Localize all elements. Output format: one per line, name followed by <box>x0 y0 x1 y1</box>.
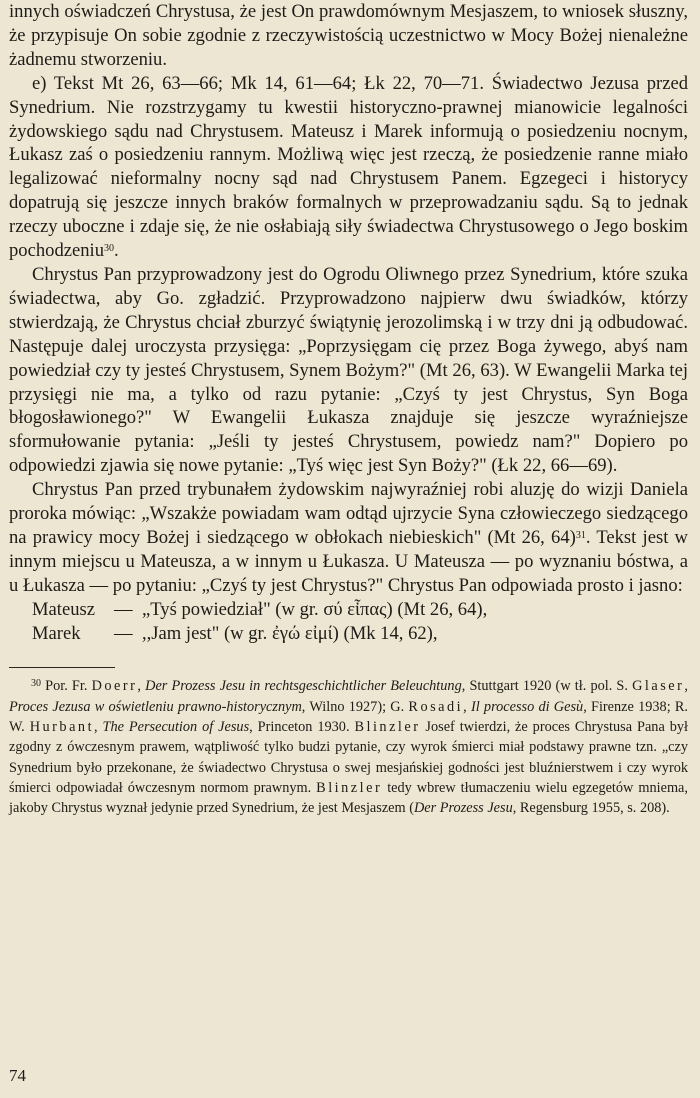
footnote-number: 30 <box>31 678 41 690</box>
footnote-text: , Regensburg 1955, s. 208). <box>512 800 670 817</box>
footnote-author: Hurbant <box>29 719 95 736</box>
footnote-title: Der Prozess Jesu in rechtsgeschichtlicher Beleuchtung <box>145 678 462 695</box>
footnote-ref-30[interactable]: 30 <box>104 243 115 255</box>
paragraph-daniel-vision <box>9 478 688 598</box>
quote-source: Mateusz <box>32 598 95 620</box>
footnote-ref-31[interactable]: 31 <box>575 529 586 541</box>
footnote-text: tedy wbrew tłumaczeniu wielu egzegetów mniema, jakoby Chrystus wyznał jedynie przed Synedrium, że jest Mesjaszem ( <box>9 779 688 817</box>
quote-text: „Tyś powiedział" (w gr. σύ εἶπας) (Mt 26, 64), <box>142 598 488 620</box>
footnote-text: , Firenze 1938; R. W. <box>9 698 689 736</box>
footnote-title: Il processo di Gesù <box>470 698 584 715</box>
paragraph-continuation: innych oświadczeń Chrystusa, że jest On prawdomównym Mesjaszem, to wniosek słuszny, że przypisuje On sobie zgodnie z rzeczywistością uczestnictwo w Mocy Bożej nienależne żadnemu stworzeniu. <box>9 1 688 70</box>
footnote-author: Glaser <box>632 678 685 695</box>
footnote-text: , <box>94 719 103 736</box>
paragraph-text: Chrystus Pan przed trybunałem żydowskim najwyraźniej robi aluzję do wizji Daniela proroka mówiąc: „Wszakże powiadam wam odtąd ujrzycie Syna człowieczego siedzącego na prawicy mocy Bożej i siedzącego w obłokach niebieskich" (Mt 26, 64) <box>9 479 688 548</box>
footnote-author: Doerr <box>91 678 138 695</box>
quote-text: ,,Jam jest" (w gr. ἐγώ εἰμί) (Mk 14, 62), <box>142 622 438 644</box>
footnote-text: Josef twierdzi, że proces Chrystusa Pana był zgodny z ówczesnym prawem, wątpliwość tylko budzi pytanie, czy wyrok śmierci miał podstawy prawne tzn. „czy Synedrium było przekonane, że świadectwo Chrystusa o swej mesjańskiej godności jest bluźnierstwem i czy wyrok śmierci odpowiadał ówczesnym normom prawnym. <box>9 719 688 796</box>
paragraph-synedrium: Chrystus Pan przyprowadzony jest do Ogrodu Oliwnego przez Synedrium, które szuka świadectwa, aby Go. zgładzić. Przyprowadzono najpierw dwu świadków, którzy stwierdzają, że Chrystus chciał zburzyć świątynię jerozolimską i w trzy dni ją odbudować. Następuje dalej uroczysta przysięga: „Poprzysięgam cię przez Boga żywego, abyś nam powiedział czy ty jesteś Chrystusem, Synem Bożym?" (Mt 26, 63). W Ewangelii Marka tej przysięgi nie ma, a tylko od razu pytanie: „Czyś ty jest Chrystus, Syn Boga błogosławionego?" W Ewangelii Łukasza znajduje się jeszcze wyraźniejsze sformułowanie pytania: „Jeśli ty jesteś Chrystusem, powiedz nam?" Dopiero po odpowiedzi zjawia się nowe pytanie: „Tyś więc jest Syn Boży?" (Łk 22, 66—69). <box>9 263 688 477</box>
footnote-title: Proces Jezusa w oświetleniu prawno-historycznym <box>9 698 302 715</box>
footnote-text: , <box>684 678 688 695</box>
footnote-text: , Princeton 1930. <box>249 719 355 736</box>
quote-row-mateusz <box>9 598 688 622</box>
footnote-author: Blinzler <box>316 779 383 796</box>
gospel-answers-list <box>9 598 688 646</box>
footnote-text: , <box>463 698 471 715</box>
paragraph-section-e: e) Tekst Mt 26, 63—66; Mk 14, 61—64; Łk 22, 70—71. Świadectwo Jezusa przed Synedrium. Nie rozstrzygamy tu kwestii historyczno-prawnej mianowicie legalności żydowskiego sądu nad Chrystusem. Mateusz i Marek informują o posiedzeniu nocnym, Łukasz zaś o posiedzeniu rannym. Możliwą więc jest rzeczą, że posiedzenie ranne miało legalizować nieformalny nocny sąd nad Chrystusem Panem. Egzegeci i historycy dopatrują się jeszcze innych braków formalnych w przeprowadzaniu sądu. Są to jednak rzeczy uboczne i zdaje się, że nie osłabiają siły świadectwa Chrystusowego o Jego boskim pochodzeniu$^{30}$. <box>9 72 688 262</box>
footnote-30 <box>9 676 688 818</box>
paragraph-text: e) Tekst Mt 26, 63—66; Mk 14, 61—64; Łk 22, 70—71. Świadectwo Jezusa przed Synedrium. Nie rozstrzygamy tu kwestii historyczno-prawnej mianowicie legalności żydowskiego sądu nad Chrystusem. Mateusz i Marek informują o posiedzeniu nocnym, Łukasz zaś o posiedzeniu rannym. Możliwą więc jest rzeczą, że posiedzenie ranne miało legalizować nieformalny nocny sąd nad Chrystusem Panem. Egzegeci i historycy dopatrują się jeszcze innych braków formalnych w przeprowadzaniu sądu. Są to jednak rzeczy uboczne i zdaje się, że nie osłabiają siły świadectwa Chrystusowego o Jego boskim pochodzeniu <box>9 72 688 262</box>
footnote-title: Der Prozess Jesu <box>413 800 513 817</box>
page-number: 74 <box>9 1066 26 1085</box>
paragraph-text: . Tekst jest w innym miejscu u Mateusza, a w innym u Łukasza. U Mateusza — po wyznaniu bóstwa, a u Łukasza — po pytaniu: „Czyś ty jest Chrystus?" Chrystus Pan odpowiada prosto i jasno: <box>9 526 688 596</box>
footnote-text: , Wilno 1927); G. <box>301 698 409 715</box>
footnote-author: Blinzler <box>354 719 421 736</box>
footnote-title: The Persecution of Jesus <box>102 719 250 736</box>
quote-source: Marek <box>32 622 81 644</box>
quote-dash: — <box>114 598 133 620</box>
footnote-text: , Stuttgart 1920 (w tł. pol. S. <box>461 678 633 695</box>
footnote-separator <box>9 667 115 668</box>
footnote-author: Rosadi <box>408 698 464 715</box>
footnote-text: Por. Fr. <box>45 678 92 695</box>
main-text <box>9 0 688 598</box>
quote-row-marek <box>9 622 688 646</box>
quote-dash: — <box>114 622 133 644</box>
footnote-text: , <box>137 678 146 695</box>
